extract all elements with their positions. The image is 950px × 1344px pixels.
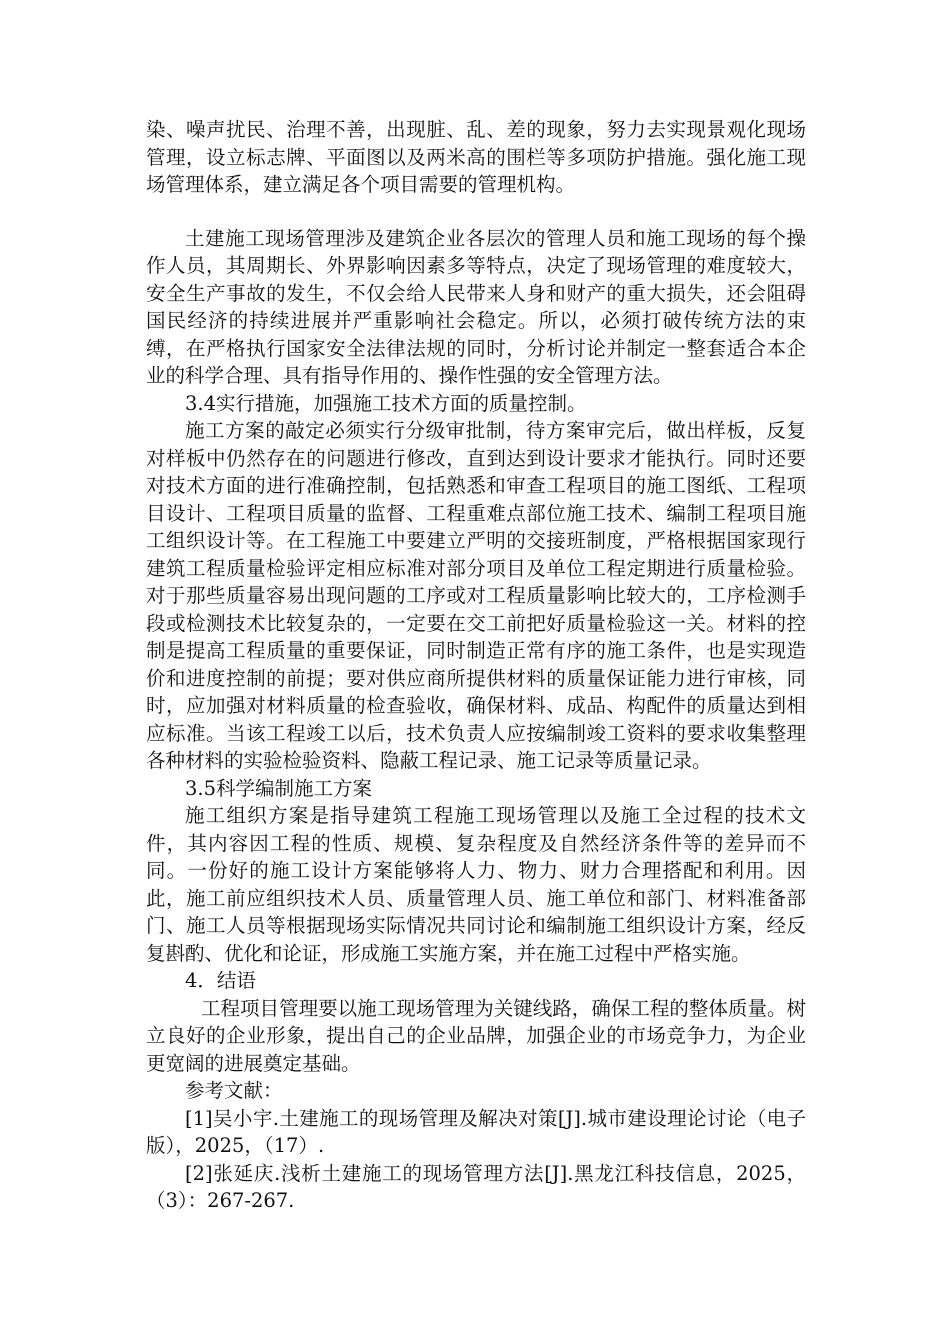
references-title: 参考文献：	[185, 1079, 283, 1102]
paragraph-quality-control: 施工方案的敲定必须实行分级审批制，待方案审完后，做出样板，反复对样板中仍然存在的问题进行修改，直到达到设计要求才能执行。同时还要对技术方面的进行准确控制，包括熟悉和审查工程项目的施工图纸、工程项目设计、工程项目质量的监督、工程重难点部位施工技术、编制工程项目施工组织设计等。在工程施工中要建立严明的交接班制度，严格根据国家现行建筑工程质量检验评定相应标准对部分项目及单位工程定期进行质量检验。对于那些质量容易出现问题的工序或对工程质量影响比较大的，工序检测手段或检测技术比较复杂的，一定要在交工前把好质量检验这一关。材料的控制是提高工程质量的重要保证，同时制造正常有序的施工条件，也是实现造价和进度控制的前提；要对供应商所提供材料的质量保证能力进行审核，同时，应加强对材料质量的检查验收，确保材料、成品、构配件的质量达到相应标准。当该工程竣工以后，技术负责人应按编制竣工资料的要求收集整理各种材料的实验检验资料、隐蔽工程记录、施工记录等质量记录。	[146, 419, 806, 772]
paragraph-conclusion: 工程项目管理要以施工现场管理为关键线路，确保工程的整体质量。树立良好的企业形象，提出自己的企业品牌，加强企业的市场竞争力，为企业更宽阔的进展奠定基础。	[146, 996, 806, 1075]
section-heading-3-5: 3.5科学编制施工方案	[185, 776, 373, 800]
reference-item-1: [1]吴小宇.土建施工的现场管理及解决对策[J].城市建设理论讨论（电子版），2025，（17）.	[146, 1106, 806, 1157]
section-heading-3-4: 3.4实行措施，加强施工技术方面的质量控制。	[185, 391, 587, 415]
paragraph-continuation: 染、噪声扰民、治理不善，出现脏、乱、差的现象，努力去实现景观化现场管理，设立标志牌、平面图以及两米高的围栏等多项防护措施。强化施工现场管理体系，建立满足各个项目需要的管理机构。	[146, 118, 806, 196]
section-heading-conclusion: 4．结语	[185, 969, 256, 992]
document-body	[146, 116, 806, 1215]
paragraph-site-management: 土建施工现场管理涉及建筑企业各层次的管理人员和施工现场的每个操作人员，其周期长、外界影响因素多等特点，决定了现场管理的难度较大，安全生产事故的发生，不仅会给人民带来人身和财产的重大损失，还会阻碍国民经济的持续进展并严重影响社会稳定。所以，必须打破传统方法的束缚，在严格执行国家安全法律法规的同时，分析讨论并制定一整套适合本企业的科学合理、具有指导作用的、操作性强的安全管理方法。	[146, 226, 806, 387]
paragraph-construction-plan: 施工组织方案是指导建筑工程施工现场管理以及施工全过程的技术文件，其内容因工程的性质、规模、复杂程度及自然经济条件等的差异而不同。一份好的施工设计方案能够将人力、物力、财力合理搭配和利用。因此，施工前应组织技术人员、质量管理人员、施工单位和部门、材料准备部门、施工人员等根据现场实际情况共同讨论和编制施工组织设计方案，经反复斟酌、优化和论证，形成施工实施方案，并在施工过程中严格实施。	[146, 804, 806, 965]
reference-item-2: [2]张延庆.浅析土建施工的现场管理方法[J].黑龙江科技信息，2025，（3）：267-267.	[146, 1161, 806, 1212]
